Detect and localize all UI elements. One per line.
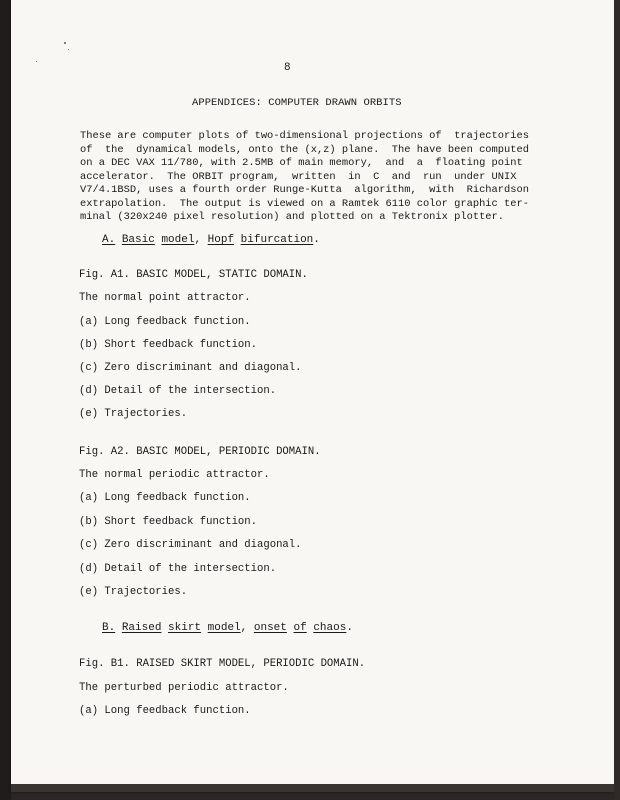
scan-left-edge	[0, 0, 11, 800]
fig-a2-item: (d) Detail of the intersection.	[79, 563, 277, 575]
intro-line: accelerator. The ORBIT program, written in C and run under UNIX	[80, 170, 517, 183]
section-a-heading: A. Basic model, Hopf bifurcation.	[102, 234, 320, 246]
fig-a1-item: (a) Long feedback function.	[79, 316, 251, 328]
heading-word: Raised	[121, 622, 162, 634]
fig-b1-caption: Fig. B1. RAISED SKIRT MODEL, PERIODIC DOMAIN.	[79, 658, 366, 670]
heading-word: model	[207, 622, 241, 634]
intro-line: on a DEC VAX 11/780, with 2.5MB of main memory, and a floating point	[80, 157, 523, 169]
heading-word: Basic	[121, 234, 155, 246]
scan-right-edge	[614, 0, 620, 800]
heading-word: of	[293, 622, 307, 634]
paper-speck	[36, 61, 37, 62]
intro-paragraph	[80, 130, 529, 225]
fig-a1-item: (c) Zero discriminant and diagonal.	[79, 362, 302, 374]
paper-speck	[68, 49, 69, 50]
fig-a1-item: (e) Trajectories.	[79, 408, 188, 420]
section-b-heading: B. Raised skirt model, onset of chaos.	[102, 622, 353, 634]
fig-a2-item: (b) Short feedback function.	[79, 516, 258, 528]
heading-word: bifurcation	[240, 234, 314, 246]
intro-line: extrapolation. The output is viewed on a Ramtek 6110 color graphic ter-	[80, 197, 529, 210]
fig-a1-description: The normal point attractor.	[79, 292, 251, 304]
fig-a1-item: (b) Short feedback function.	[79, 339, 258, 351]
page-number: 8	[284, 62, 291, 74]
page-title: APPENDICES: COMPUTER DRAWN ORBITS	[192, 97, 402, 109]
fig-a2-item: (e) Trajectories.	[79, 586, 188, 598]
heading-word: model	[161, 234, 195, 246]
scan-bottom-edge	[11, 784, 614, 792]
intro-line: of the dynamical models, onto the (x,z) plane. The have been computed	[80, 143, 529, 156]
heading-word: chaos	[313, 622, 347, 634]
fig-a2-item: (c) Zero discriminant and diagonal.	[79, 539, 302, 551]
fig-a1-caption: Fig. A1. BASIC MODEL, STATIC DOMAIN.	[79, 269, 308, 281]
section-letter: A.	[102, 234, 116, 246]
heading-word: onset	[253, 622, 287, 634]
intro-line: V7/4.1BSD, uses a fourth order Runge-Kutta algorithm, with Richardson	[80, 184, 529, 196]
fig-b1-description: The perturbed periodic attractor.	[79, 682, 289, 694]
fig-a2-item: (a) Long feedback function.	[79, 492, 251, 504]
fig-a1-item: (d) Detail of the intersection.	[79, 385, 277, 397]
fig-b1-item: (a) Long feedback function.	[79, 705, 251, 717]
heading-word: skirt	[168, 622, 202, 634]
intro-line: minal (320x240 pixel resolution) and plotted on a Tektronix plotter.	[80, 211, 505, 223]
fig-a2-caption: Fig. A2. BASIC MODEL, PERIODIC DOMAIN.	[79, 446, 321, 458]
section-letter: B.	[102, 622, 116, 634]
paper-speck	[64, 42, 66, 44]
heading-word: Hopf	[207, 234, 235, 246]
fig-a2-description: The normal periodic attractor.	[79, 469, 270, 481]
intro-line: These are computer plots of two-dimensional projections of trajectories	[80, 130, 529, 142]
